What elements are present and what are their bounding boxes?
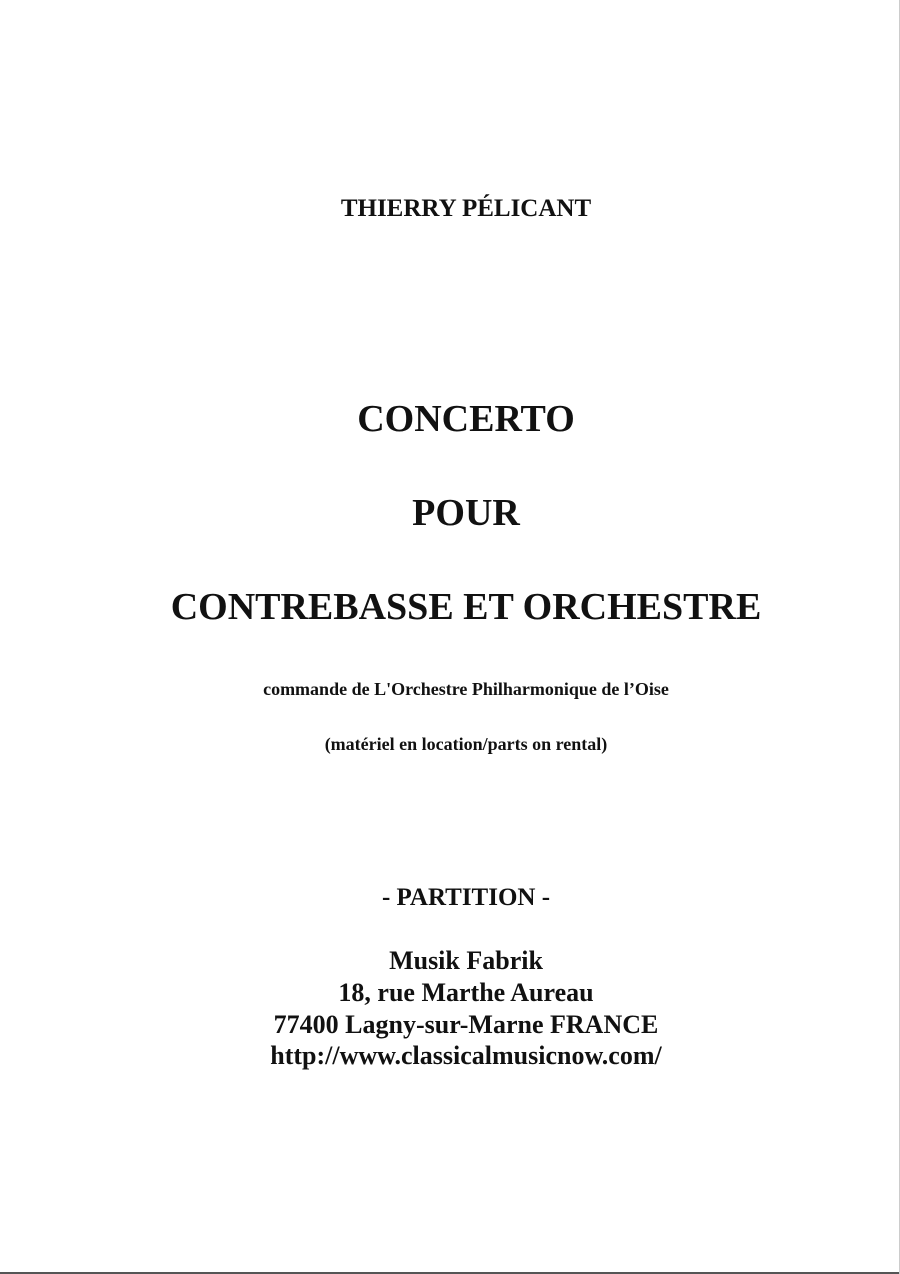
work-title-line-1: CONCERTO xyxy=(357,398,575,440)
publisher-name: Musik Fabrik xyxy=(389,946,543,975)
composer-name: THIERRY PÉLICANT xyxy=(340,195,592,222)
commission-note: commande de L'Orchestre Philharmonique de l’Oise xyxy=(263,679,669,699)
work-title-line-3: CONTREBASSE ET ORCHESTRE xyxy=(170,586,762,628)
publisher-street: 18, rue Marthe Aureau xyxy=(338,978,594,1007)
score-label: - PARTITION - xyxy=(381,884,551,911)
rental-note: (matériel en location/parts on rental) xyxy=(324,734,608,754)
work-title-line-2: POUR xyxy=(412,492,520,534)
publisher-url[interactable]: http://www.classicalmusicnow.com/ xyxy=(270,1041,662,1070)
publisher-city: 77400 Lagny-sur-Marne FRANCE xyxy=(273,1010,659,1039)
